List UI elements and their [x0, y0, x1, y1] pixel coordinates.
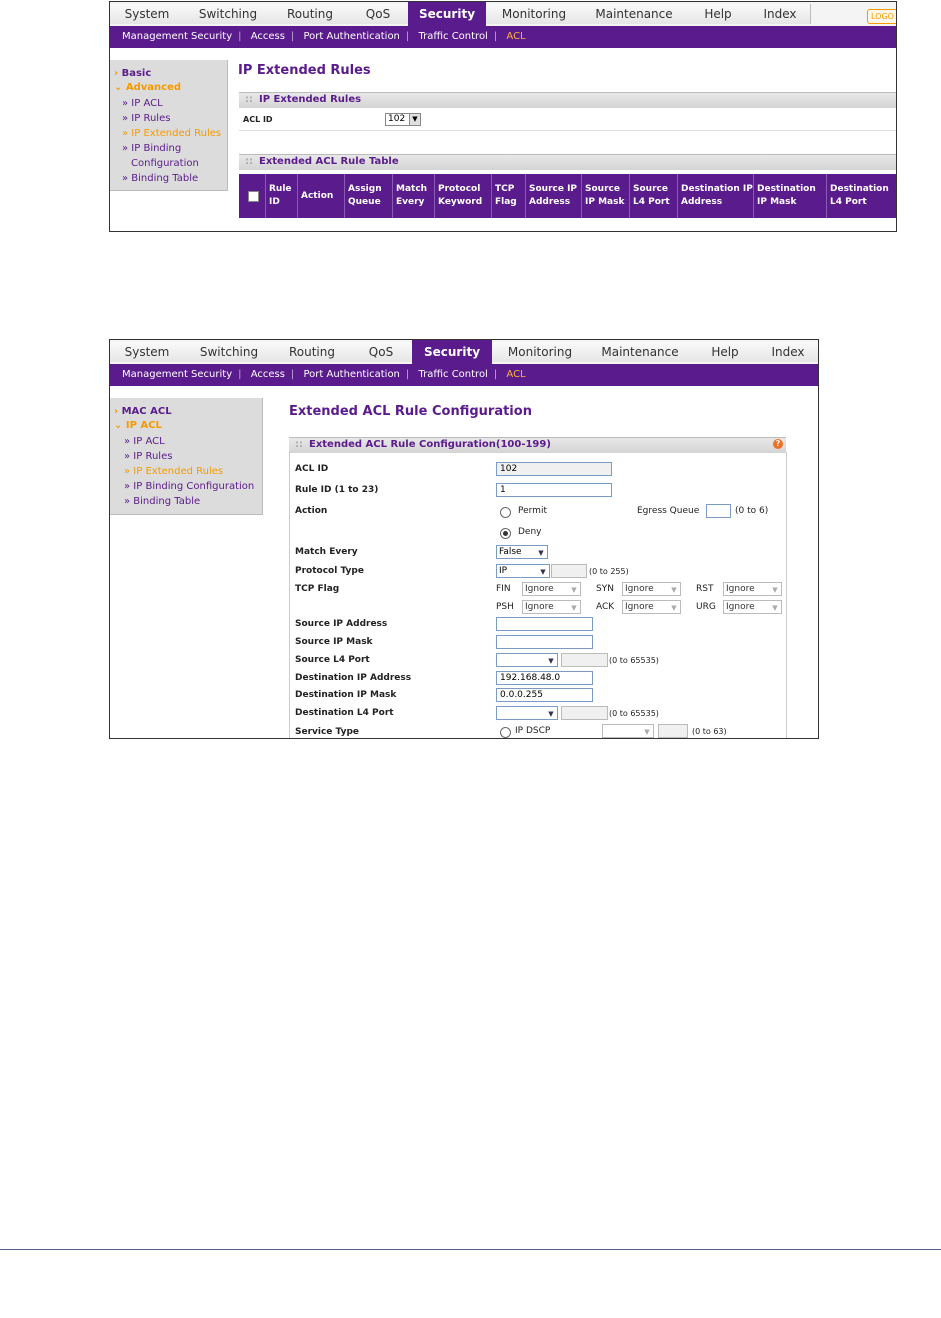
egress-queue-hint: (0 to 6) — [735, 506, 769, 516]
section-header-rule-table: :: Extended ACL Rule Table — [239, 154, 896, 170]
flag-syn-select[interactable]: Ignore ▼ — [622, 582, 681, 596]
chevron-down-icon: ▼ — [540, 568, 546, 576]
dest-mask-label: Destination IP Mask — [295, 690, 397, 700]
tab-help[interactable]: Help — [686, 4, 751, 24]
flag-rst-select[interactable]: Ignore ▼ — [723, 582, 782, 596]
source-l4-field[interactable] — [561, 653, 608, 667]
tab-switching[interactable]: Switching — [184, 4, 273, 24]
rule-id-label: Rule ID (1 to 23) — [295, 485, 379, 495]
acl-id-field: 102 — [496, 462, 612, 476]
sidebar-item-basic[interactable]: › Basic — [114, 68, 152, 79]
col-match-every: Match Every — [393, 174, 435, 218]
chevron-down-icon: ▼ — [671, 604, 677, 612]
sidebar-item-ip-acl-group[interactable]: ⌄ IP ACL — [114, 420, 162, 431]
tab-help[interactable]: Help — [692, 342, 759, 362]
tab-monitoring[interactable]: Monitoring — [492, 342, 589, 362]
tab-maintenance[interactable]: Maintenance — [588, 342, 693, 362]
col-source-l4-port: Source L4 Port — [630, 174, 678, 218]
flag-ack-select[interactable]: Ignore ▼ — [622, 600, 681, 614]
rule-id-field[interactable]: 1 — [496, 483, 612, 497]
extended-acl-rule-configuration-screenshot — [109, 339, 819, 739]
select-all-cell — [239, 174, 266, 218]
egress-queue-label: Egress Queue — [637, 506, 700, 516]
source-ip-label: Source IP Address — [295, 619, 388, 629]
col-tcp-flag: TCP Flag — [492, 174, 526, 218]
flag-fin-select[interactable]: Ignore ▼ — [522, 582, 581, 596]
source-mask-label: Source IP Mask — [295, 637, 373, 647]
ip-dscp-radio[interactable] — [500, 727, 511, 738]
sidebar-item-ip-rules[interactable]: » IP Rules — [124, 451, 173, 462]
chevron-down-icon: ▼ — [548, 657, 554, 665]
col-rule-id: Rule ID — [266, 174, 298, 218]
tab-qos[interactable]: QoS — [350, 342, 413, 362]
deny-label: Deny — [518, 527, 542, 537]
sidebar-item-ip-acl[interactable]: » IP ACL — [124, 436, 165, 447]
subnav-traffic-control[interactable]: Traffic Control — [418, 369, 488, 380]
tab-qos[interactable]: QoS — [348, 4, 409, 24]
ip-dscp-label: IP DSCP — [515, 726, 551, 736]
page-title: Extended ACL Rule Configuration — [289, 404, 532, 419]
protocol-type-select[interactable]: IP ▼ — [496, 564, 550, 578]
chevron-down-icon: ▼ — [538, 549, 544, 557]
subnav-traffic-control[interactable]: Traffic Control — [418, 31, 488, 42]
flag-urg-label: URG — [696, 602, 716, 612]
col-destination-ip-mask: Destination IP Mask — [754, 174, 827, 218]
egress-queue-field[interactable] — [706, 504, 731, 518]
help-icon[interactable]: ? — [773, 439, 783, 449]
source-l4-label: Source L4 Port — [295, 655, 370, 665]
source-l4-hint: (0 to 65535) — [609, 656, 659, 665]
sidebar-item-ip-binding[interactable]: » IP Binding — [122, 143, 182, 154]
chevron-down-icon: ▼ — [409, 114, 420, 125]
tab-security[interactable]: Security — [412, 340, 492, 364]
sidebar-item-binding-table[interactable]: » Binding Table — [124, 496, 201, 507]
tcp-flag-label: TCP Flag — [295, 584, 340, 594]
ip-dscp-field[interactable] — [658, 724, 688, 738]
ip-extended-rules-screenshot — [109, 1, 897, 232]
dest-l4-hint: (0 to 65535) — [609, 709, 659, 718]
permit-radio[interactable] — [500, 507, 511, 518]
col-destination-l4-port: Destination L4 Port — [830, 184, 889, 207]
tab-routing[interactable]: Routing — [274, 342, 351, 362]
tab-index[interactable]: Index — [750, 4, 811, 24]
select-all-checkbox[interactable] — [248, 191, 259, 202]
tab-security[interactable]: Security — [408, 2, 486, 26]
sub-navigation: Management Security | Access | Port Authentication | Traffic Control | ACL — [110, 364, 818, 386]
match-every-select[interactable]: False ▼ — [496, 545, 548, 559]
subnav-management-security[interactable]: Management Security — [122, 369, 233, 380]
chevron-down-icon: ▼ — [772, 604, 778, 612]
flag-psh-label: PSH — [496, 602, 514, 612]
flag-syn-label: SYN — [596, 584, 614, 594]
subnav-acl[interactable]: ACL — [506, 31, 526, 42]
match-every-label: Match Every — [295, 547, 358, 557]
ip-dscp-hint: (0 to 63) — [692, 727, 727, 736]
dest-mask-field[interactable]: 0.0.0.255 — [496, 688, 593, 702]
sidebar-item-ip-extended-rules[interactable]: » IP Extended Rules — [124, 466, 224, 477]
tab-maintenance[interactable]: Maintenance — [582, 4, 687, 24]
sidebar-item-ip-extended-rules[interactable]: » IP Extended Rules — [122, 128, 222, 139]
section-header-ip-extended-rules: :: IP Extended Rules — [239, 92, 896, 108]
top-tab-bar — [110, 2, 896, 27]
sidebar-item-configuration[interactable]: Configuration — [131, 158, 199, 169]
deny-radio[interactable] — [500, 528, 511, 539]
chevron-down-icon: ▼ — [772, 586, 778, 594]
dest-ip-field[interactable]: 192.168.48.0 — [496, 671, 593, 685]
tab-index[interactable]: Index — [758, 342, 818, 362]
protocol-number-field[interactable] — [551, 564, 587, 578]
ip-dscp-select[interactable] — [602, 724, 654, 738]
tab-system[interactable]: System — [110, 4, 185, 24]
chevron-down-icon: ▼ — [671, 586, 677, 594]
col-source-ip-mask: Source IP Mask — [582, 174, 630, 218]
sidebar — [110, 60, 228, 191]
flag-fin-label: FIN — [496, 584, 511, 594]
col-assign-queue: Assign Queue — [345, 174, 393, 218]
page-title: IP Extended Rules — [238, 63, 371, 78]
sidebar-item-binding-table[interactable]: » Binding Table — [122, 173, 199, 184]
subnav-management-security[interactable]: Management Security — [122, 31, 233, 42]
chevron-down-icon: ▼ — [644, 728, 650, 736]
flag-psh-select[interactable]: Ignore ▼ — [522, 600, 581, 614]
col-destination-ip-address: Destination IP Address — [678, 174, 754, 218]
subnav-port-authentication[interactable]: Port Authentication — [303, 369, 400, 380]
rule-table-header — [239, 174, 896, 218]
chevron-down-icon: ▼ — [571, 586, 577, 594]
tab-switching[interactable]: Switching — [184, 342, 275, 362]
page-footer-rule — [0, 1249, 941, 1250]
section-header-rule-configuration: :: Extended ACL Rule Configuration(100-199) — [289, 437, 786, 453]
sidebar-item-ip-acl[interactable]: » IP ACL — [122, 98, 163, 109]
col-source-ip-address: Source IP Address — [526, 174, 582, 218]
subnav-acl[interactable]: ACL — [506, 369, 526, 380]
sub-navigation: Management Security | Access | Port Authentication | Traffic Control | ACL — [110, 26, 896, 48]
logout-button[interactable]: LOGO — [867, 9, 897, 24]
source-ip-field[interactable] — [496, 617, 593, 631]
protocol-type-label: Protocol Type — [295, 566, 364, 576]
chevron-down-icon: ▼ — [571, 604, 577, 612]
tab-system[interactable]: System — [110, 342, 185, 362]
sidebar-item-advanced[interactable]: ⌄ Advanced — [114, 82, 182, 93]
dest-l4-label: Destination L4 Port — [295, 708, 394, 718]
service-type-label: Service Type — [295, 727, 360, 737]
sidebar-item-ip-binding-configuration[interactable]: » IP Binding Configuration — [124, 481, 255, 492]
source-l4-select[interactable] — [496, 653, 558, 667]
flag-ack-label: ACK — [596, 602, 615, 612]
top-tab-bar — [110, 340, 818, 365]
dest-l4-field[interactable] — [561, 706, 608, 720]
chevron-down-icon: ▼ — [548, 710, 554, 718]
sidebar — [110, 398, 263, 515]
sidebar-item-ip-rules[interactable]: » IP Rules — [122, 113, 171, 124]
subnav-access[interactable]: Access — [250, 369, 285, 380]
permit-label: Permit — [518, 506, 547, 516]
flag-rst-label: RST — [696, 584, 714, 594]
tab-monitoring[interactable]: Monitoring — [486, 4, 583, 24]
subnav-port-authentication[interactable]: Port Authentication — [303, 31, 400, 42]
subnav-access[interactable]: Access — [250, 31, 285, 42]
source-mask-field[interactable] — [496, 635, 593, 649]
tab-routing[interactable]: Routing — [272, 4, 349, 24]
sidebar-item-mac-acl[interactable]: › MAC ACL — [114, 406, 172, 417]
acl-id-label: ACL ID — [243, 115, 273, 124]
action-label: Action — [295, 506, 328, 516]
col-action: Action — [298, 174, 345, 218]
dest-l4-select[interactable] — [496, 706, 558, 720]
acl-id-label: ACL ID — [295, 464, 329, 474]
col-protocol-keyword: Protocol Keyword — [435, 174, 492, 218]
dest-ip-label: Destination IP Address — [295, 673, 412, 683]
acl-id-select[interactable]: 102 ▼ — [385, 113, 421, 126]
flag-urg-select[interactable]: Ignore ▼ — [723, 600, 782, 614]
protocol-hint: (0 to 255) — [589, 567, 629, 576]
